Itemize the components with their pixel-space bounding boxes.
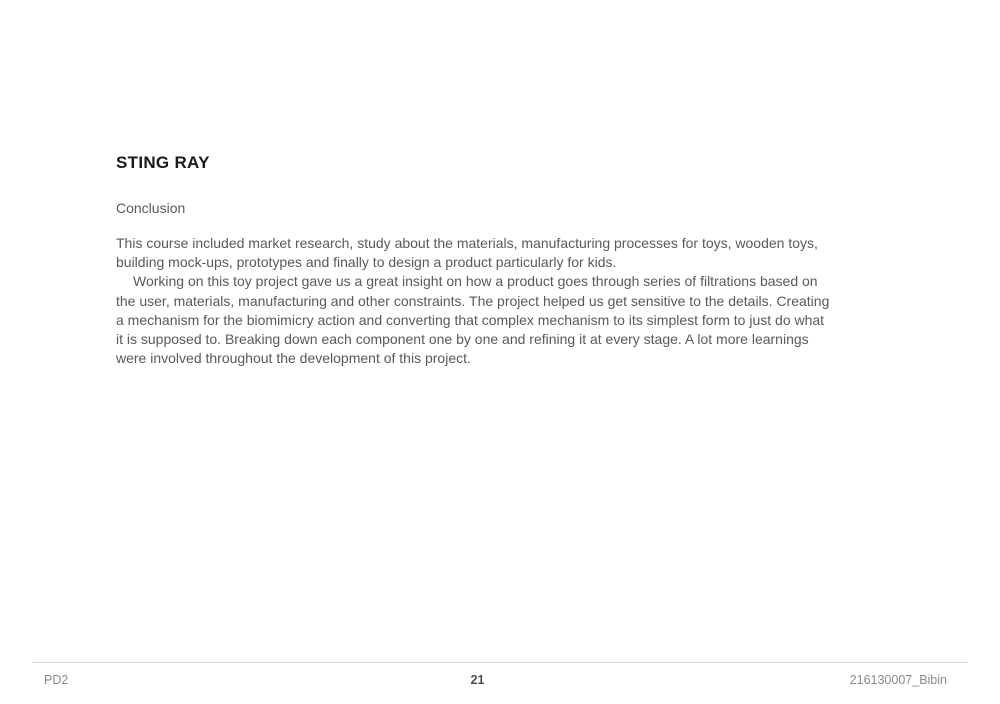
footer-author-id: 216130007_Bibin [849,673,947,687]
paragraph-line: This course included market research, study about the materials, manufacturing processes for toys, wooden toys, [116,235,818,251]
page-title: STING RAY [116,153,210,172]
paragraph-line: a mechanism for the biomimicry action and converting that complex mechanism to its simplest form to just do what [116,311,825,328]
paragraph-line: it is supposed to. Breaking down each component one by one and refining it at every stage. A lot more learnings [116,331,809,348]
section-subtitle: Conclusion [116,200,186,216]
body-paragraph [116,234,829,368]
paragraph-line: were involved throughout the development of this project. [116,350,471,367]
paragraph-line: building mock-ups, prototypes and finally to design a product particularly for kids. [116,254,617,271]
footer-project-label: PD2 [44,673,69,687]
paragraph-line: the user, materials, manufacturing and other constraints. The project helped us get sensitive to the details. Creating [116,292,830,309]
page-number: 21 [470,673,485,687]
paragraph-line: Working on this toy project gave us a great insight on how a product goes through series of filtrations based on [133,273,818,290]
footer-divider [32,662,968,663]
